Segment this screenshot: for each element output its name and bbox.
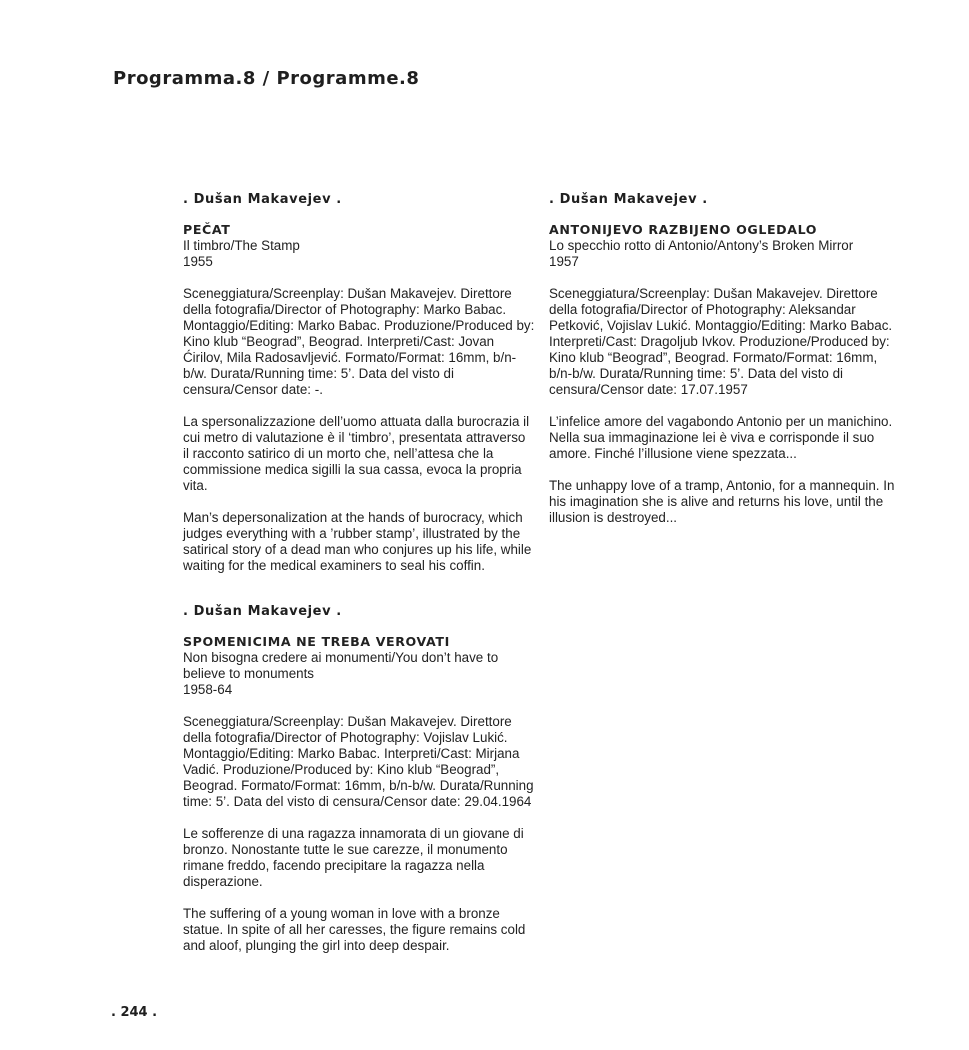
film-credits: Sceneggiatura/Screenplay: Dušan Makavejev. Direttore della fotografia/Director of Photography: Marko Babac. Montaggio/Editing: Marko Babac. Produzione/Produced by: Kino klub “Beograd”, Beograd. Interpreti/Cast: Jovan Ćirilov, Mila Radosavljević. Formato/Format: 16mm, b/n-b/w. Durata/Running time: 5’. Data del visto di censura/Censor date: -. <box>183 286 535 397</box>
director-name: . Dušan Makavejev . <box>183 604 342 619</box>
film-credits: Sceneggiatura/Screenplay: Dušan Makavejev. Direttore della fotografia/Director of Photography: Aleksandar Petković, Vojislav Lukić. Montaggio/Editing: Marko Babac. Interpreti/Cast: Dragoljub Ivkov. Produzione/Produced by: Kino klub “Beograd”, Beograd. Formato/Format: 16mm, b/n-b/w. Durata/Running time: 5’. Data del visto di censura/Censor date: 17.07.1957 <box>549 286 893 397</box>
director-name: . Dušan Makavejev . <box>549 192 708 207</box>
description-english: Man’s depersonalization at the hands of burocracy, which judges everything with a ’rubber stamp’, illustrated by the satirical story of a dead man who conjures up his life, while waiting for the medical examiners to seal his coffin. <box>183 510 532 573</box>
film-year: 1957 <box>549 254 579 269</box>
film-subtitle: Non bisogna credere ai monumenti/You don’t have to believe to monuments <box>183 650 499 681</box>
description-italian: La spersonalizzazione dell’uomo attuata dalla burocrazia il cui metro di valutazione è il ‘timbro’, presentata attraverso il racconto satirico di un morto che, nell’attesa che la commissione medica sigilli la sua cassa, evoca la propria vita. <box>183 414 530 493</box>
page-title: Programma.8 / Programme.8 <box>113 68 420 89</box>
director-name: . Dušan Makavejev . <box>183 192 342 207</box>
film-title: PEČAT <box>183 222 231 237</box>
film-subtitle: Lo specchio rotto di Antonio/Antony’s Broken Mirror <box>549 238 854 253</box>
film-entry-pecat <box>183 192 535 590</box>
film-year: 1958-64 <box>183 682 233 697</box>
description-english: The unhappy love of a tramp, Antonio, for a mannequin. In his imagination she is alive and returns his love, until the illusion is destroyed... <box>549 478 895 525</box>
film-entry-antonijevo <box>549 192 899 542</box>
film-entry-spomenicima <box>183 604 535 970</box>
film-subtitle: Il timbro/The Stamp <box>183 238 300 253</box>
film-credits: Sceneggiatura/Screenplay: Dušan Makavejev. Direttore della fotografia/Director of Photography: Vojislav Lukić. Montaggio/Editing: Marko Babac. Interpreti/Cast: Mirjana Vadić. Produzione/Produced by: Kino klub “Beograd”, Beograd. Formato/Format: 16mm, b/n-b/w. Durata/Running time: 5’. Data del visto di censura/Censor date: 29.04.1964 <box>183 714 534 809</box>
description-english: The suffering of a young woman in love with a bronze statue. In spite of all her caresses, the figure remains cold and aloof, plunging the girl into deep despair. <box>183 906 526 953</box>
description-italian: L’infelice amore del vagabondo Antonio per un manichino. Nella sua immaginazione lei è viva e corrisponde il suo amore. Finché l’illusione viene spezzata... <box>549 414 893 461</box>
page-number: . 244 . <box>111 1005 158 1020</box>
film-title: ANTONIJEVO RAZBIJENO OGLEDALO <box>549 222 818 237</box>
film-year: 1955 <box>183 254 213 269</box>
description-italian: Le sofferenze di una ragazza innamorata di un giovane di bronzo. Nonostante tutte le sue carezze, il monumento rimane freddo, facendo precipitare la ragazza nella disperazione. <box>183 826 524 889</box>
film-title: SPOMENICIMA NE TREBA VEROVATI <box>183 634 450 649</box>
